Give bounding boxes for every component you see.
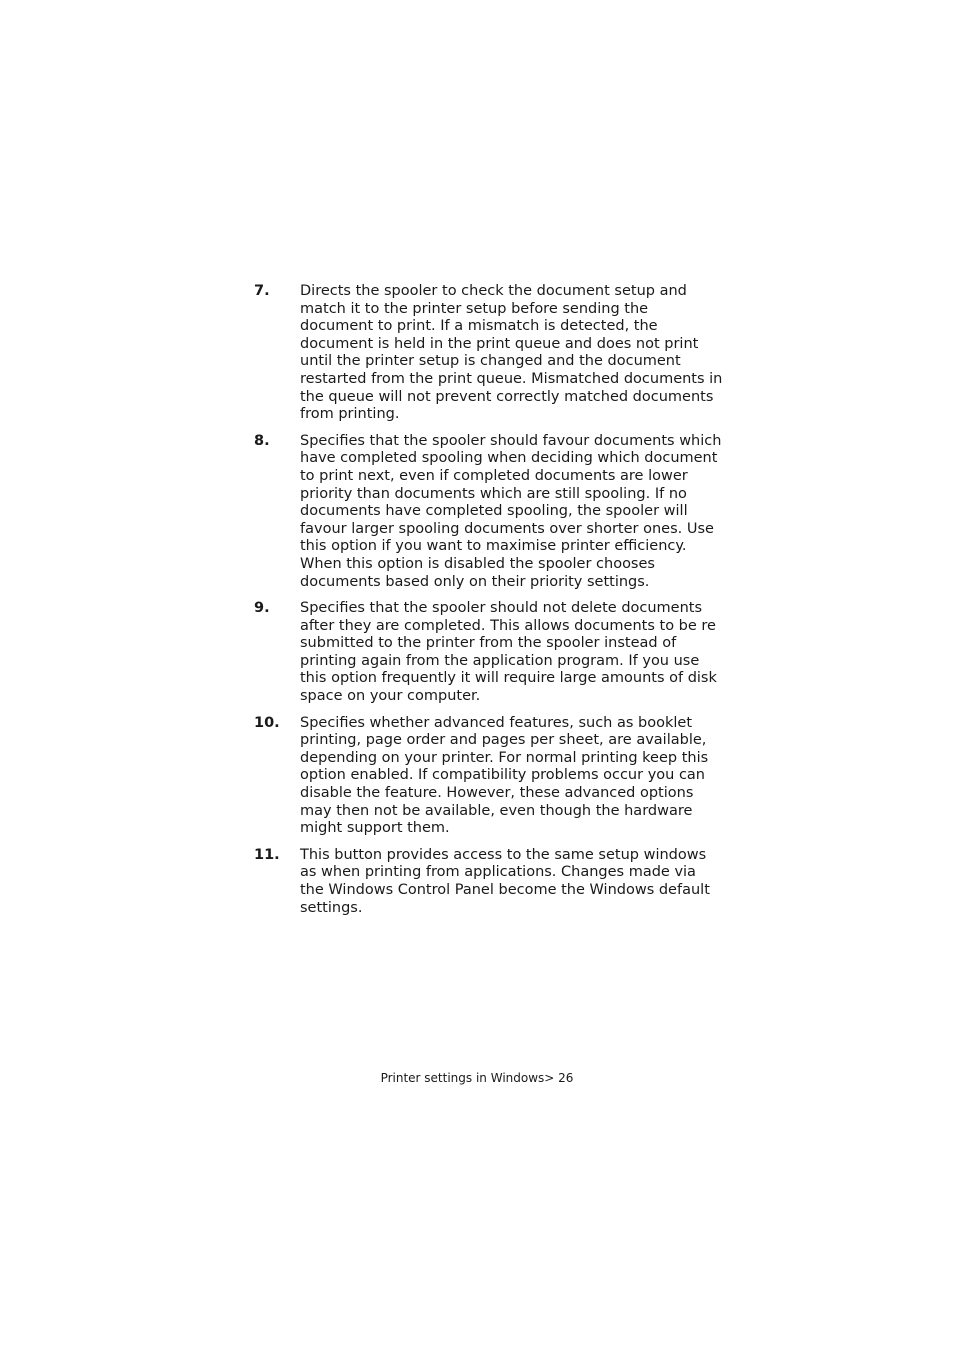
item-text: This button provides access to the same setup windows as when printing from applications. Changes made via the Windows Control Panel become the Windows default settings.: [300, 846, 710, 916]
list-item: [254, 715, 724, 838]
item-text: Specifies that the spooler should favour documents which have completed spooling when deciding which document to print next, even if completed documents are lower priority than documents which are still spooling. If no documents have completed spooling, the spooler will favour larger spooling documents over shorter ones. Use this option if you want to maximise printer efficiency. When this option is disabled the spooler chooses documents based only on their priority settings.: [300, 432, 722, 590]
item-number: 8.: [254, 432, 270, 449]
item-text: Specifies whether advanced features, such as booklet printing, page order and pages per sheet, are available, depending on your printer. For normal printing keep this option enabled. If compatibility problems occur you can disable the feature. However, these advanced options may then not be available, even though the hardware might support them.: [300, 714, 709, 837]
list-item: [254, 283, 724, 424]
item-text: Specifies that the spooler should not delete documents after they are completed. This allows documents to be re submitted to the printer from the spooler instead of printing again from the application program. If you use this option frequently it will require large amounts of disk space on your computer.: [300, 600, 717, 705]
item-number: 7.: [254, 283, 270, 299]
page-footer: Printer settings in Windows> 26: [380, 1071, 574, 1085]
item-number: 9.: [254, 600, 270, 617]
list-item: [254, 600, 724, 706]
numbered-list: [254, 283, 724, 926]
list-item: [254, 847, 724, 917]
item-text: Directs the spooler to check the document setup and match it to the printer setup before sending the document to print. If a mismatch is detected, the document is held in the print queue and does not print until the printer setup is changed and the document restarted from the print queue. Mismatched documents in the queue will not prevent correctly matched documents from printing.: [300, 283, 723, 423]
item-number: 10.: [254, 714, 280, 731]
item-number: 11.: [254, 846, 280, 863]
list-item: [254, 433, 724, 591]
